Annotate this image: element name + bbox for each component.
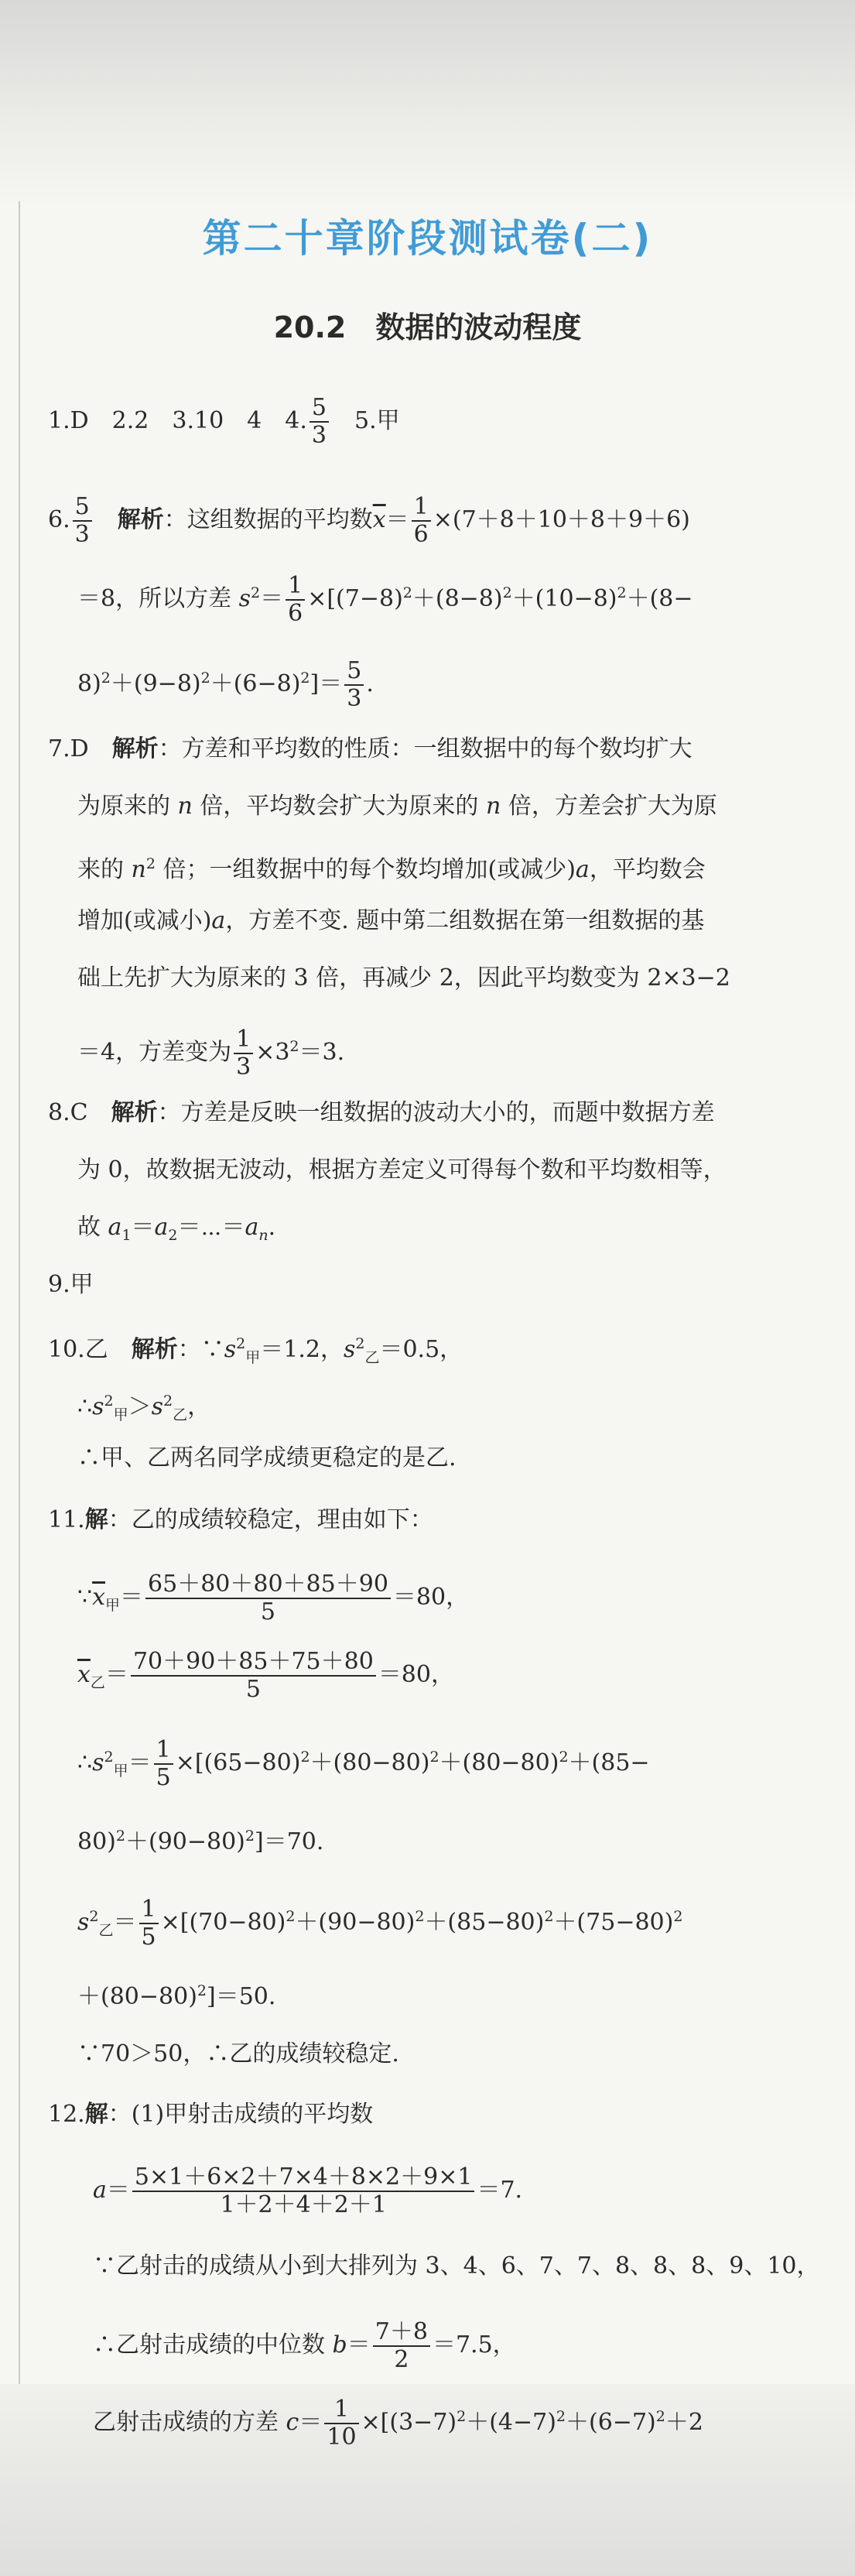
fraction: $\frac{1}{5}$ xyxy=(139,1896,159,1951)
fraction: $\frac{1}{10}$ xyxy=(324,2396,358,2451)
answer-6-line-1: 6. $\frac{5}{3}$ 解析：这组数据的平均数$\overline{x}=$ $\frac{1}{6}$ ×(7＋8＋10＋8＋9＋6) xyxy=(48,493,690,548)
answer-12-median-b: ∴乙射击成绩的中位数 b＝ $\frac{7+8}{2}$ ＝7.5， xyxy=(93,2318,516,2373)
answer-7-line-3: 来的 $n^2$ 倍；一组数据中的每个数均增加(或减少)a，平均数会 xyxy=(77,855,706,883)
answer-7-line-1: 7.D 解析：方差和平均数的性质：一组数据中的每个数均扩大 xyxy=(48,735,693,762)
answer-11-mean-yi: $\overline{x}_乙=$ $\frac{70+90+85+75+80}{5}$ ＝80， xyxy=(77,1648,454,1703)
fraction: $\frac{70+90+85+75+80}{5}$ xyxy=(131,1649,376,1703)
answer-7-line-2: 为原来的 n 倍，平均数会扩大为原来的 n 倍，方差会扩大为原 xyxy=(77,793,717,820)
answer-6-line-3: $8)^2+(9-8)^2+(6-8)^2]=$ $\frac{5}{3}$ . xyxy=(77,657,374,712)
answer-11-variance-yi: $s^2_乙=$ $\frac{1}{5}$ $\times[(70-80)^2+(90-80)^2+(85-80)^2+(75-80)^2$ xyxy=(77,1896,683,1951)
fraction: $\frac{1}{3}$ xyxy=(234,1026,253,1081)
answer-12-sorted: ∵乙射击的成绩从小到大排列为 3、4、6、7、7、8、8、8、9、10， xyxy=(93,2252,820,2280)
answer-12-variance-c: 乙射击成绩的方差 c＝ $\frac{1}{10}$ $\times[(3-7)^2+(4-7)^2+(6-7)^2+2$ xyxy=(93,2396,703,2451)
answer-10-line-3: ∴甲、乙两名同学成绩更稳定的是乙. xyxy=(77,1444,457,1471)
answers-1-to-5: 1.D 2.2 3.10 4 4. $\frac{5}{3}$ 5.甲 xyxy=(48,394,400,449)
answer-6-line-2: ＝8，所以方差 $s^2=$ $\frac{1}{6}$ $\times[(7-8)^2+(8-8)^2+(10-8)^2+(8-$ xyxy=(77,572,693,627)
solution-label: 解 xyxy=(84,2101,108,2128)
analysis-label: 解析 xyxy=(131,1336,178,1363)
fraction: $\frac{7+8}{2}$ xyxy=(373,2319,430,2373)
section-subtitle: 20.2 数据的波动程度 xyxy=(273,310,582,344)
answer-11-variance-yi-cont: $+(80-80)^2]=50$. xyxy=(77,1982,276,2010)
answer-10-line-1: 10.乙 解析：$\because s^2_甲=1.2$，$s^2_乙=0.5$， xyxy=(48,1335,463,1366)
analysis-label: 解析 xyxy=(117,506,164,533)
analysis-label: 解析 xyxy=(111,735,159,762)
solution-label: 解 xyxy=(84,1506,108,1533)
answer-8-line-3: 故 $a_1=a_2=\cdots=a_n$. xyxy=(77,1214,276,1244)
fraction: $\frac{1}{5}$ xyxy=(154,1737,173,1791)
fraction: $\frac{1}{6}$ xyxy=(286,573,305,627)
answer-11-variance-jia: $\therefore s^2_甲=$ $\frac{1}{5}$ $\times[(65-80)^2+(80-80)^2+(80-80)^2+(85-$ xyxy=(77,1736,650,1791)
fraction: $\frac{5\times 1+6\times 2+7\times 4+8\times 2+9\times 1}{1+2+4+2+1}$ xyxy=(132,2164,475,2218)
answer-7-line-6: ＝4，方差变为 $\frac{1}{3}$ $\times 3^2=3$. xyxy=(77,1026,345,1081)
answer-12-mean-a: a＝ $\frac{5\times 1+6\times 2+7\times 4+8\times 2+9\times 1}{1+2+4+2+1}$ ＝7. xyxy=(93,2163,523,2218)
page-title: 第二十章阶段测试卷(二) xyxy=(202,216,653,261)
fraction: $\frac{5}{3}$ xyxy=(73,494,92,548)
answer-8-line-2: 为 0，故数据无波动，根据方差定义可得每个数和平均数相等， xyxy=(77,1156,727,1184)
answer-12-line-1: 12.解：(1)甲射击成绩的平均数 xyxy=(48,2101,374,2128)
answer-8-line-1: 8.C 解析：方差是反映一组数据的波动大小的，而题中数据方差 xyxy=(48,1099,715,1126)
answer-11-variance-jia-cont: $80)^2+(90-80)^2]=70$. xyxy=(77,1828,324,1855)
answer-9: 9.甲 xyxy=(48,1271,94,1298)
fraction: $\frac{5}{3}$ xyxy=(310,395,329,449)
answer-7-line-5: 础上先扩大为原来的 3 倍，再减少 2，因此平均数变为 2×3−2 xyxy=(77,964,730,992)
analysis-label: 解析 xyxy=(111,1099,158,1126)
answer-7-line-4: 增加(或减小)a，方差不变. 题中第二组数据在第一组数据的基 xyxy=(77,907,705,934)
fraction: $\frac{65+80+80+85+90}{5}$ xyxy=(145,1571,391,1625)
fraction: $\frac{5}{3}$ xyxy=(344,658,364,712)
fraction: $\frac{1}{6}$ xyxy=(412,494,431,548)
answer-11-mean-jia: $\because\overline{x}_甲=$ $\frac{65+80+80+85+90}{5}$ ＝80， xyxy=(77,1571,470,1625)
answer-11-conclusion: ∵70＞50，∴乙的成绩较稳定. xyxy=(77,2040,399,2067)
answer-10-line-2: $\therefore s^2_甲>s^2_乙$， xyxy=(77,1392,211,1423)
answer-11-line-1: 11.解：乙的成绩较稳定，理由如下： xyxy=(48,1506,433,1533)
